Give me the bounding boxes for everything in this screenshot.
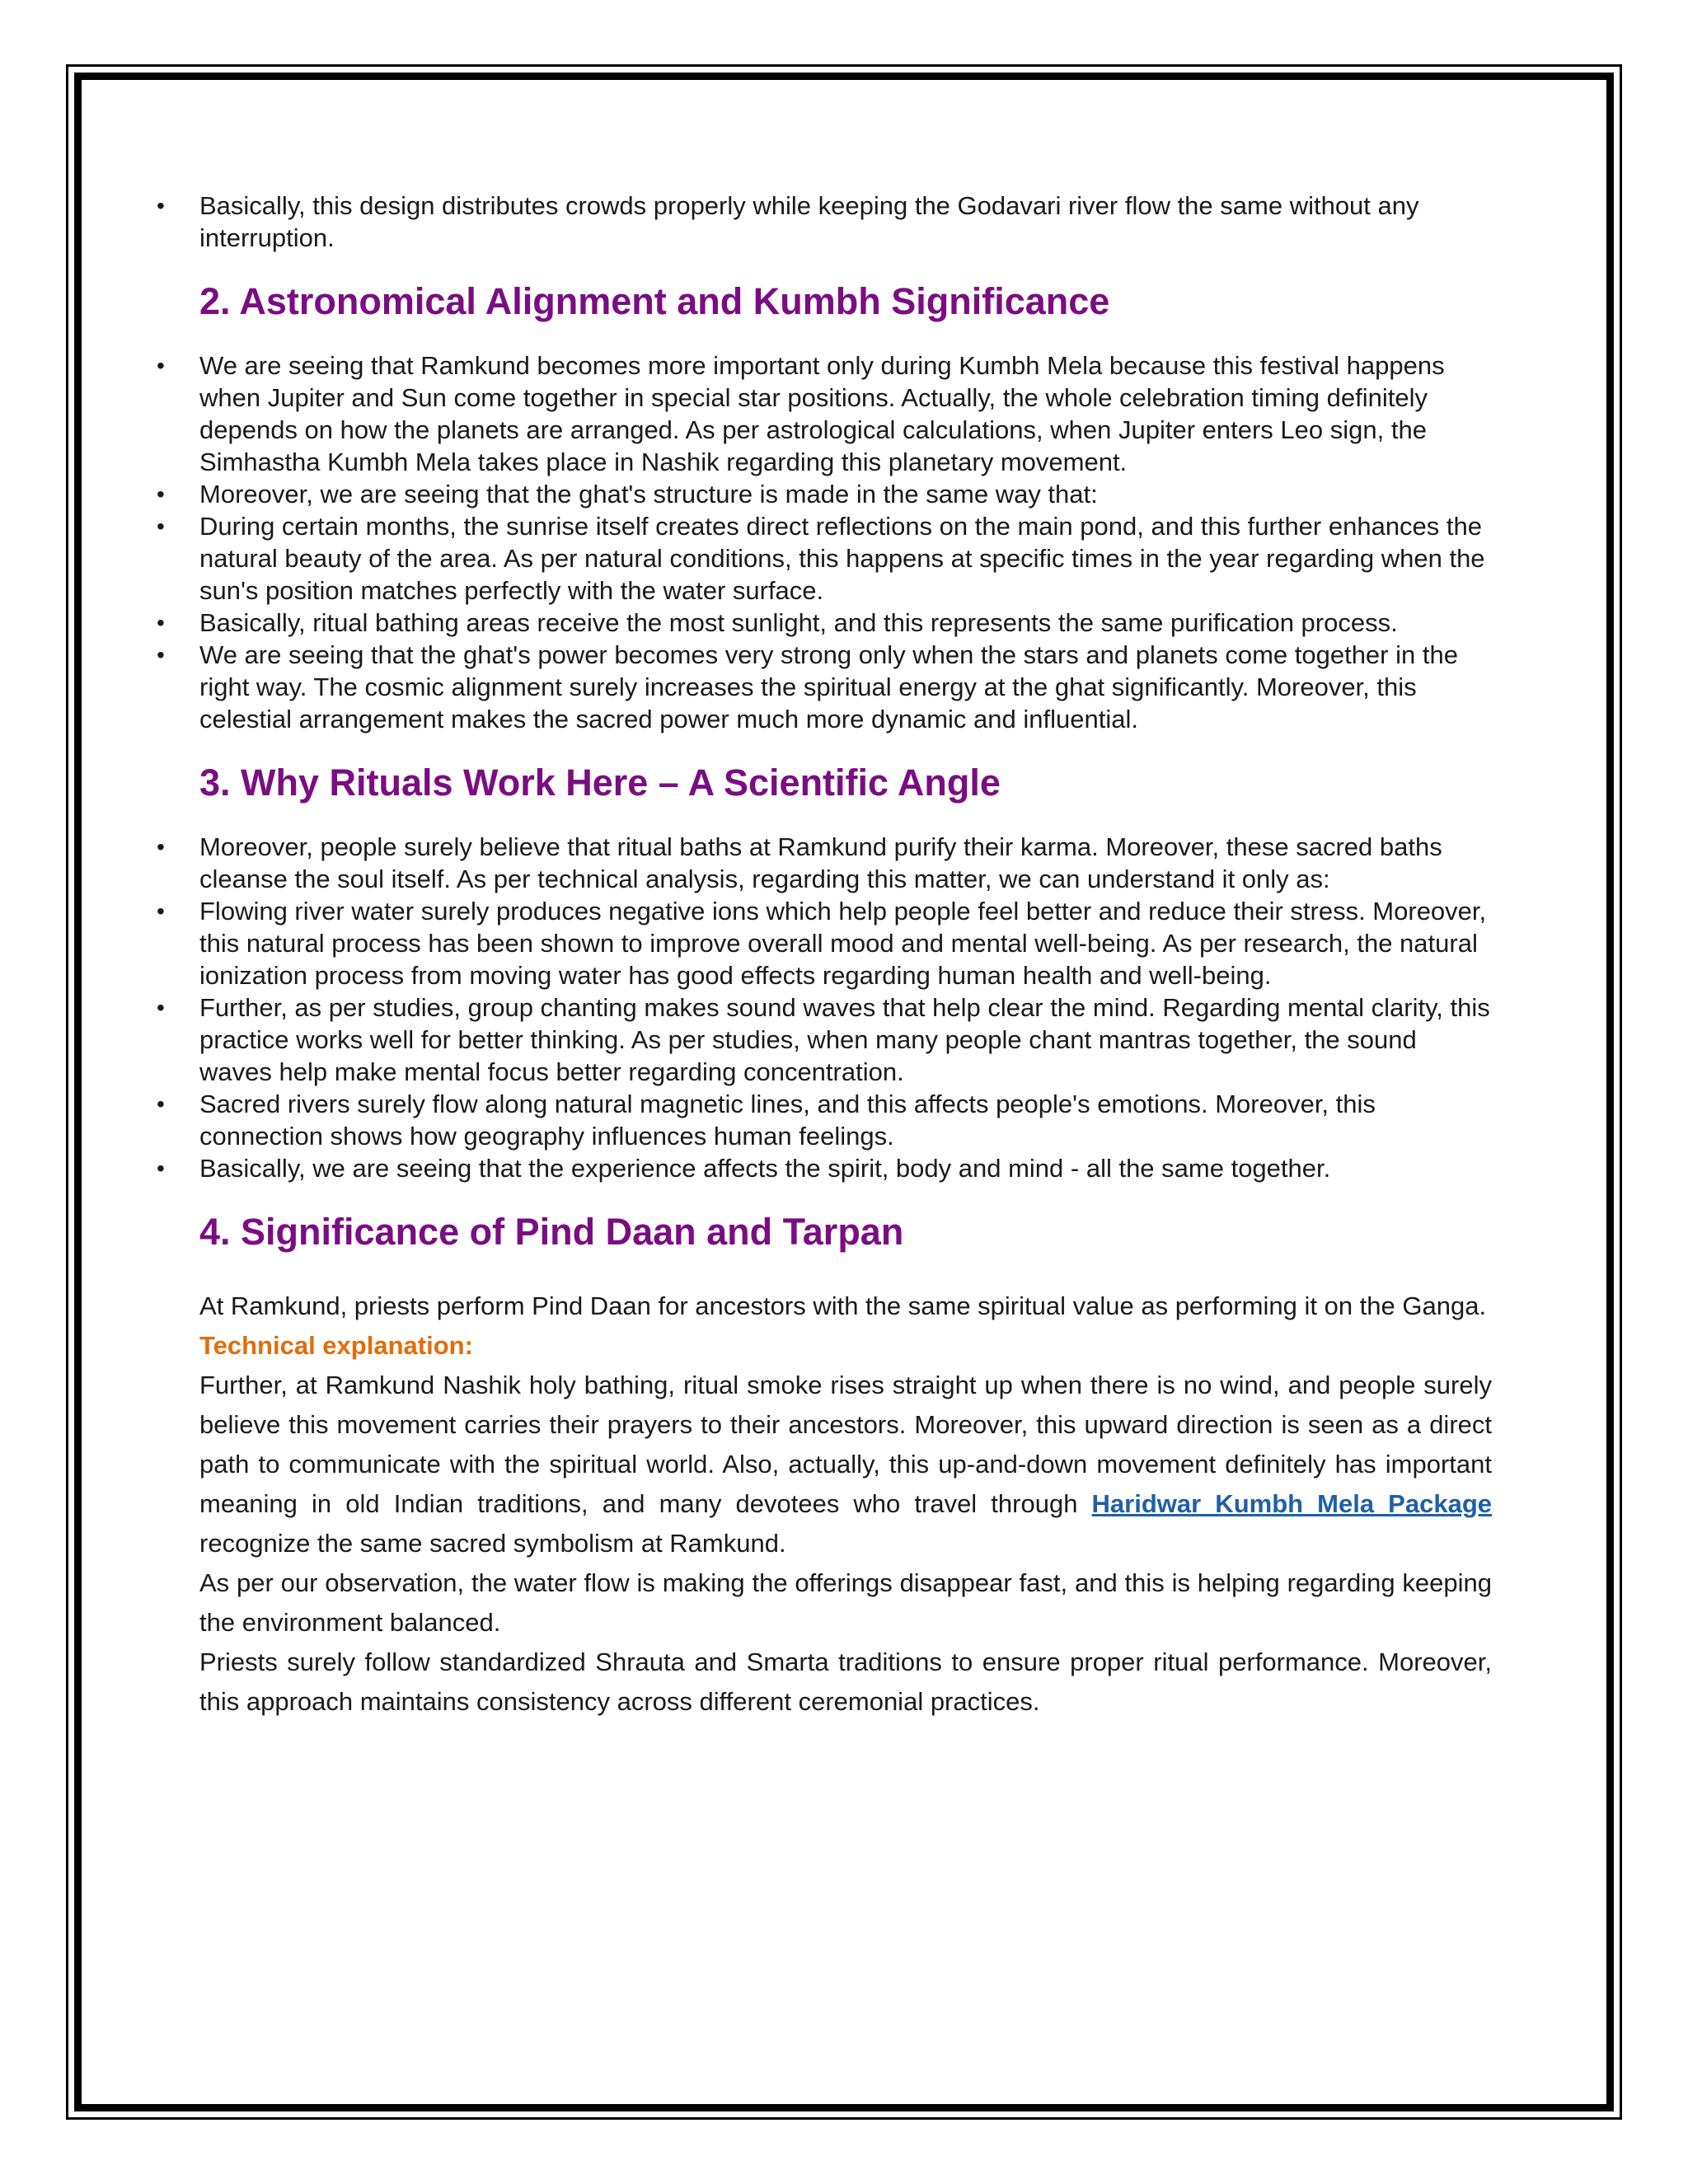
list-item: • During certain months, the sunrise itself creates direct reflections on the main pond, and this further enhances the natural beauty of the area. As per natural conditions, this happens at specific times in the year regarding when the sun's position matches perfectly with the water surface. (157, 512, 1485, 605)
list-item: • Moreover, people surely believe that ritual baths at Ramkund purify their karma. Moreover, these sacred baths cleanse the soul itself. As per technical analysis, regarding this matter, we can understand it only as: (157, 832, 1442, 893)
document-body (148, 190, 1492, 1722)
section-2-bullet-list (148, 349, 1492, 735)
list-item: • Basically, this design distributes crowds properly while keeping the Godavari river flow the same without any interruption. (157, 191, 1419, 252)
list-item: • Basically, we are seeing that the experience affects the spirit, body and mind - all the same together. (157, 1154, 1331, 1183)
list-item: • We are seeing that Ramkund becomes more important only during Kumbh Mela because this festival happens when Jupiter and Sun come together in special star positions. Actually, the whole celebration timing definitely depends on how the planets are arranged. As per astrological calculations, when Jupiter enters Leo sign, the Simhastha Kumbh Mela takes place in Nashik regarding this planetary movement. (157, 351, 1445, 476)
paragraph-ritual-smoke: Further, at Ramkund Nashik holy bathing, ritual smoke rises straight up when there is no wind, and people surely believe this movement carries their prayers to their ancestors. Moreover, this upward direction is seen as a direct path to communicate with the spiritual world. Also, actually, this up-and-down movement definitely has important meaning in old Indian traditions, and many devotees who travel through Haridwar Kumbh Mela Package recognize the same sacred symbolism at Ramkund. (199, 1371, 1492, 1558)
bullet-icon: • (157, 995, 165, 1020)
bullet-icon: • (157, 353, 165, 378)
section-heading-astronomical-alignment: 2. Astronomical Alignment and Kumbh Significance (199, 280, 1110, 322)
paragraph-pind-daan-intro: At Ramkund, priests perform Pind Daan for ancestors with the same spiritual value as performing it on the Ganga. (199, 1291, 1487, 1320)
bullet-icon: • (157, 193, 165, 218)
bullet-icon: • (157, 513, 165, 539)
bullet-icon: • (157, 481, 165, 507)
paragraph-water-flow: As per our observation, the water flow is making the offerings disappear fast, and this is helping regarding keeping the environment balanced. (199, 1568, 1492, 1637)
bullet-icon: • (157, 1155, 165, 1181)
technical-explanation-label: Technical explanation: (199, 1331, 473, 1360)
section-heading-pind-daan: 4. Significance of Pind Daan and Tarpan (199, 1211, 904, 1253)
bullet-icon: • (157, 610, 165, 635)
haridwar-kumbh-mela-package-link[interactable]: Haridwar Kumbh Mela Package (1091, 1489, 1492, 1518)
list-item: • Flowing river water surely produces negative ions which help people feel better and reduce their stress. Moreover, this natural process has been shown to improve overall mood and mental well-being. As per research, the natural ionization process from moving water has good effects regarding human health and well-being. (157, 897, 1487, 990)
intro-bullet-list (148, 190, 1492, 254)
bullet-icon: • (157, 1091, 165, 1117)
paragraph-priests-traditions: Priests surely follow standardized Shrauta and Smarta traditions to ensure proper ritual performance. Moreover, this approach maintains consistency across different ceremonial practices. (199, 1647, 1492, 1716)
bullet-icon: • (157, 834, 165, 860)
section-3-bullet-list (148, 831, 1492, 1184)
section-heading-scientific-angle: 3. Why Rituals Work Here – A Scientific Angle (199, 762, 1001, 804)
list-item: • Basically, ritual bathing areas receive the most sunlight, and this represents the same purification process. (157, 608, 1398, 637)
list-item: • Sacred rivers surely flow along natural magnetic lines, and this affects people's emotions. Moreover, this connection shows how geography influences human feelings. (157, 1090, 1376, 1151)
list-item: • Further, as per studies, group chanting makes sound waves that help clear the mind. Regarding mental clarity, this practice works well for better thinking. As per studies, when many people chant mantras together, the sound waves help make mental focus better regarding concentration. (157, 993, 1490, 1086)
list-item: • Moreover, we are seeing that the ghat's structure is made in the same way that: (157, 480, 1098, 509)
list-item: • We are seeing that the ghat's power becomes very strong only when the stars and planets come together in the right way. The cosmic alignment surely increases the spiritual energy at the ghat significantly. Moreover, this celestial arrangement makes the sacred power much more dynamic and influential. (157, 640, 1458, 733)
bullet-icon: • (157, 898, 165, 924)
bullet-icon: • (157, 642, 165, 668)
